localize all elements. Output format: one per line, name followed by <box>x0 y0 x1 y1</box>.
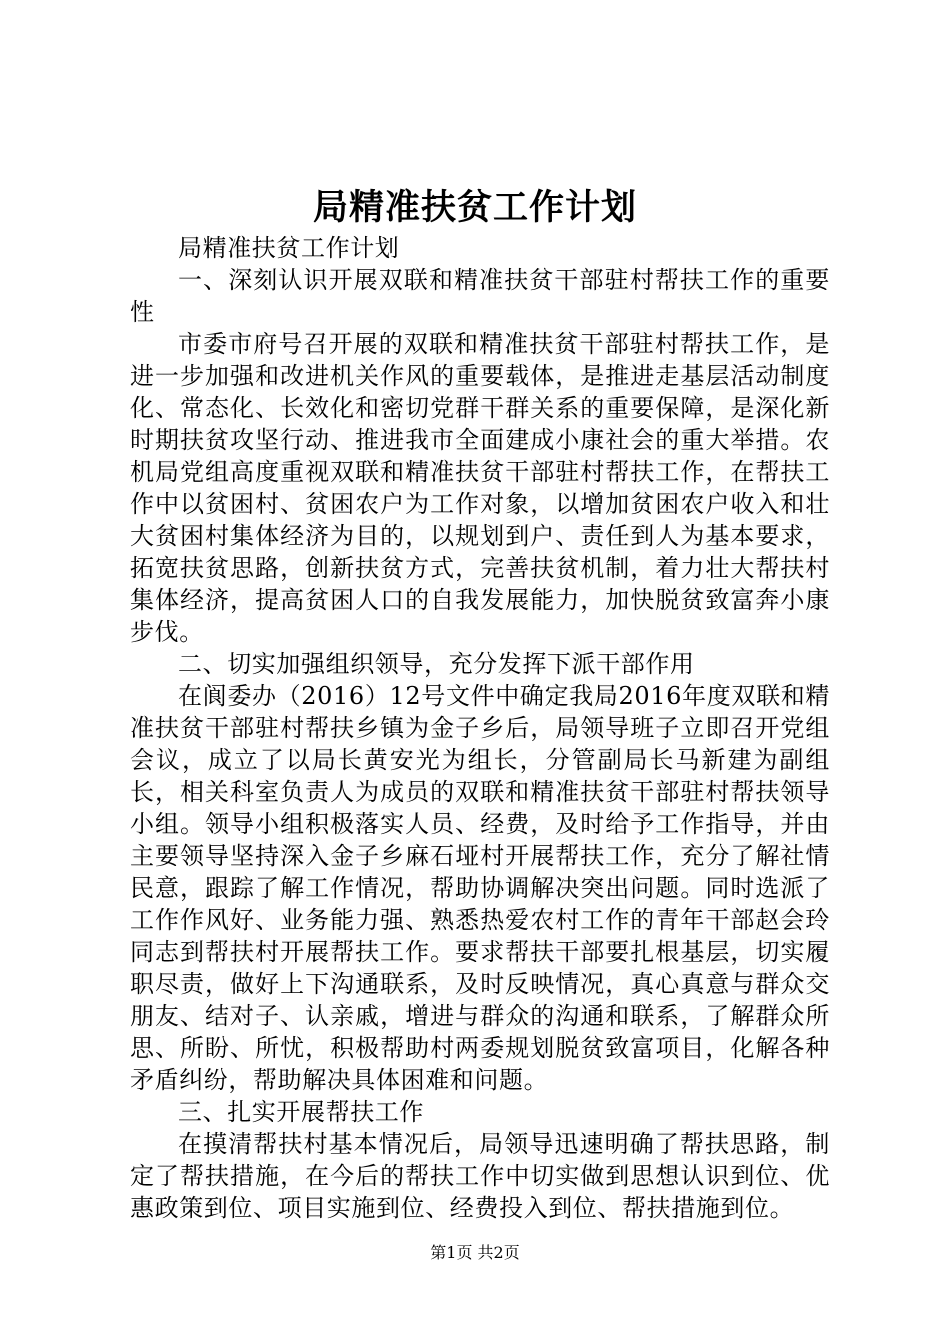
paragraph-2: 在阆委办（2016）12号文件中确定我局2016年度双联和精准扶贫干部驻村帮扶乡镇为金子乡后，局领导班子立即召开党组会议，成立了以局长黄安光为组长，分管副局长马新建为副组长，相关科室负责人为成员的双联和精准扶贫干部驻村帮扶领导小组。领导小组积极落实人员、经费，及时给予工作指导，并由主要领导坚持深入金子乡麻石垭村开展帮扶工作，充分了解社情民意，跟踪了解工作情况，帮助协调解决突出问题。同时选派了工作作风好、业务能力强、熟悉热爱农村工作的青年干部赵会玲同志到帮扶村开展帮扶工作。要求帮扶干部要扎根基层，切实履职尽责，做好上下沟通联系，及时反映情况，真心真意与群众交朋友、结对子、认亲戚，增进与群众的沟通和联系，了解群众所思、所盼、所忧，积极帮助村两委规划脱贫致富项目，化解各种矛盾纠纷，帮助解决具体困难和问题。 <box>130 682 830 1094</box>
paragraph-subtitle: 局精准扶贫工作计划 <box>178 234 400 262</box>
section-heading-2: 二、切实加强组织领导，充分发挥下派干部作用 <box>178 650 695 678</box>
document-title: 局精准扶贫工作计划 <box>312 187 637 228</box>
page-footer: 第1页 共2页 <box>430 1243 520 1262</box>
paragraph-1: 市委市府号召开展的双联和精准扶贫干部驻村帮扶工作，是进一步加强和改进机关作风的重要载体，是推进走基层活动制度化、常态化、长效化和密切党群干群关系的重要保障，是深化新时期扶贫攻坚行动、推进我市全面建成小康社会的重大举措。农机局党组高度重视双联和精准扶贫干部驻村帮扶工作，在帮扶工作中以贫困村、贫困农户为工作对象，以增加贫困农户收入和壮大贫困村集体经济为目的，以规划到户、责任到人为基本要求，拓宽扶贫思路，创新扶贫方式，完善扶贫机制，着力壮大帮扶村集体经济，提高贫困人口的自我发展能力，加快脱贫致富奔小康步伐。 <box>130 330 830 646</box>
section-heading-3: 三、扎实开展帮扶工作 <box>178 1098 424 1126</box>
section-heading-1: 一、深刻认识开展双联和精准扶贫干部驻村帮扶工作的重要性 <box>130 266 830 326</box>
paragraph-3: 在摸清帮扶村基本情况后，局领导迅速明确了帮扶思路，制定了帮扶措施，在今后的帮扶工作中切实做到思想认识到位、优惠政策到位、项目实施到位、经费投入到位、帮扶措施到位。 <box>130 1130 830 1222</box>
document-body <box>130 232 830 1224</box>
